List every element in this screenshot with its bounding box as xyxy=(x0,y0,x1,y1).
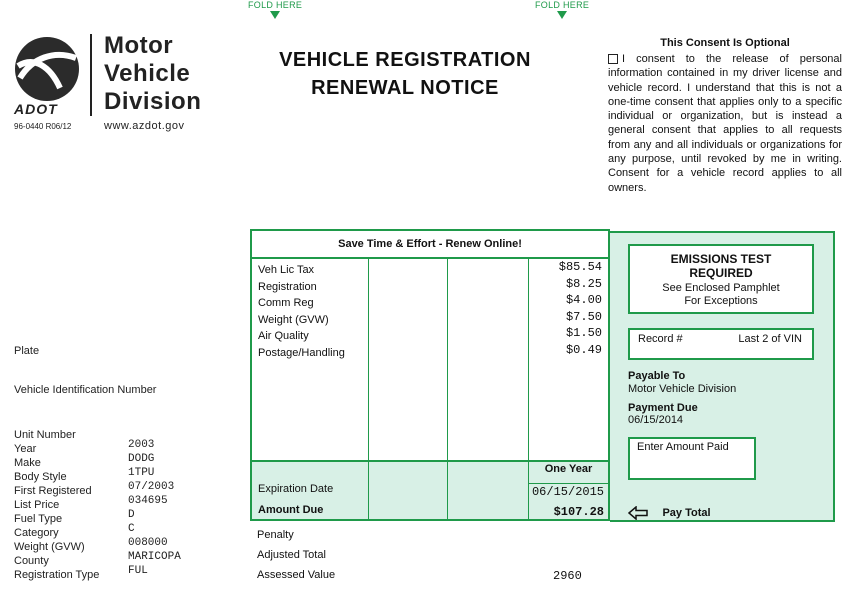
field-value: C xyxy=(128,523,135,535)
payment-due: 06/15/2014 xyxy=(628,414,684,426)
fee-amount: $1.50 xyxy=(565,326,602,341)
fee-items xyxy=(258,260,602,360)
emissions-notice xyxy=(628,244,814,314)
vehicle-field xyxy=(14,509,135,525)
field-value: MARICOPA xyxy=(128,551,181,563)
fee-table xyxy=(250,229,610,521)
website: www.azdot.gov xyxy=(104,120,185,132)
title-line: RENEWAL NOTICE xyxy=(311,77,499,99)
vehicle-field xyxy=(14,439,155,455)
consent-block xyxy=(608,52,842,195)
fee-row xyxy=(258,293,602,310)
field-value: 1TPU xyxy=(128,467,155,479)
field-label: Year xyxy=(14,443,37,455)
agency-name-line: Vehicle xyxy=(104,60,191,87)
vehicle-field xyxy=(14,495,168,511)
field-label: Category xyxy=(14,527,59,539)
fold-arrow-icon xyxy=(270,11,280,19)
fold-label: FOLD HERE xyxy=(535,0,590,10)
field-label: Registration Type xyxy=(14,569,100,581)
amount-paid-field[interactable] xyxy=(628,437,756,480)
consent-title: This Consent Is Optional xyxy=(660,37,790,49)
fee-amount: $4.00 xyxy=(565,293,602,308)
fold-mark xyxy=(535,0,589,19)
agency-name-line: Division xyxy=(104,88,202,115)
field-value: 008000 xyxy=(128,537,168,549)
form-number: 96-0440 R06/12 xyxy=(14,122,72,131)
payment-stub xyxy=(610,231,835,522)
field-value: 034695 xyxy=(128,495,168,507)
pay-total-label: Pay Total xyxy=(662,506,711,519)
vehicle-field xyxy=(14,481,175,497)
logo-divider xyxy=(90,34,92,116)
fee-row xyxy=(258,310,602,327)
payable-to-label: Payable To xyxy=(628,370,686,382)
field-label: First Registered xyxy=(14,485,92,497)
adjusted-total-label: Adjusted Total xyxy=(257,549,326,561)
fee-label: Veh Lic Tax xyxy=(258,264,315,276)
fold-arrow-icon xyxy=(557,11,567,19)
fee-row xyxy=(258,277,602,294)
emissions-title: EMISSIONS TEST REQUIRED xyxy=(670,252,772,280)
plate-label: Plate xyxy=(14,345,40,357)
vehicle-field xyxy=(14,425,99,439)
amount-due: $107.28 xyxy=(553,505,604,519)
field-label: Weight (GVW) xyxy=(14,541,85,553)
title-line: VEHICLE REGISTRATION xyxy=(279,49,531,71)
renew-online-header: Save Time & Effort - Renew Online! xyxy=(252,231,608,259)
fee-row xyxy=(258,343,602,360)
pay-total xyxy=(628,504,711,522)
consent-checkbox[interactable] xyxy=(608,54,618,64)
vin-last2-label: Last 2 of VIN xyxy=(738,333,802,345)
field-label: Fuel Type xyxy=(14,513,63,525)
vehicle-field xyxy=(14,537,168,553)
field-value: FUL xyxy=(128,565,148,577)
field-label: Make xyxy=(14,457,41,469)
fee-amount: $85.54 xyxy=(558,260,602,274)
fee-amount: $7.50 xyxy=(565,309,602,324)
field-value: 2003 xyxy=(128,439,155,451)
fold-mark xyxy=(248,0,302,19)
fee-label: Weight (GVW) xyxy=(258,313,329,326)
agency-name-line: Motor xyxy=(104,32,174,59)
field-label: County xyxy=(14,555,49,567)
vehicle-field xyxy=(14,523,135,539)
adot-logo-icon xyxy=(14,36,80,102)
page-title xyxy=(255,46,555,102)
term-label: One Year xyxy=(544,463,593,475)
fee-row xyxy=(258,326,602,343)
term-divider xyxy=(529,483,608,484)
field-value: DODG xyxy=(128,453,155,465)
payable-to: Motor Vehicle Division xyxy=(628,383,737,395)
vehicle-details xyxy=(14,425,181,581)
adot-wordmark: ADOT xyxy=(14,101,58,117)
vehicle-field xyxy=(14,565,148,581)
fee-label: Registration xyxy=(258,280,317,293)
expiration-date: 06/15/2015 xyxy=(531,485,604,499)
amount-paid-label: Enter Amount Paid xyxy=(637,441,729,453)
fee-amount: $0.49 xyxy=(565,342,602,357)
vehicle-field xyxy=(14,551,181,567)
fold-label: FOLD HERE xyxy=(248,0,303,10)
consent-text: I consent to the release of personal information contained in my driver license and vehicle record. I understand that this is not a one-time consent that applies only to a specific individual or organization, but is instead a general consent that applies to all requests from any and all individuals or organizations for any purpose, until revoked by me in writing. Consent for a vehicle record applies to all owners. xyxy=(608,53,842,194)
totals-divider xyxy=(252,460,608,462)
payment-due-label: Payment Due xyxy=(628,402,698,414)
field-value: D xyxy=(128,509,135,521)
field-label: Body Style xyxy=(14,471,67,483)
fee-amount: $8.25 xyxy=(565,276,602,291)
record-box[interactable] xyxy=(628,328,814,360)
field-label: List Price xyxy=(14,499,60,511)
assessed-value: 2960 xyxy=(553,569,582,583)
field-value: 07/2003 xyxy=(128,481,175,493)
emissions-subtitle: See Enclosed Pamphlet For Exceptions xyxy=(662,282,780,307)
adot-logo xyxy=(14,36,80,118)
agency-name xyxy=(104,32,201,116)
vehicle-field xyxy=(14,467,155,483)
arrow-left-icon xyxy=(628,506,648,520)
assessed-value-label: Assessed Value xyxy=(257,569,336,581)
expiration-label: Expiration Date xyxy=(258,483,334,495)
penalty-label: Penalty xyxy=(257,529,294,541)
vehicle-field xyxy=(14,453,155,469)
fee-row xyxy=(258,260,602,277)
fee-label: Air Quality xyxy=(258,330,309,343)
vin-label: Vehicle Identification Number xyxy=(14,384,157,396)
fee-label: Postage/Handling xyxy=(258,346,345,359)
record-label: Record # xyxy=(638,333,683,345)
field-label: Unit Number xyxy=(14,429,76,441)
fee-label: Comm Reg xyxy=(258,297,314,310)
amount-due-label: Amount Due xyxy=(258,504,324,516)
